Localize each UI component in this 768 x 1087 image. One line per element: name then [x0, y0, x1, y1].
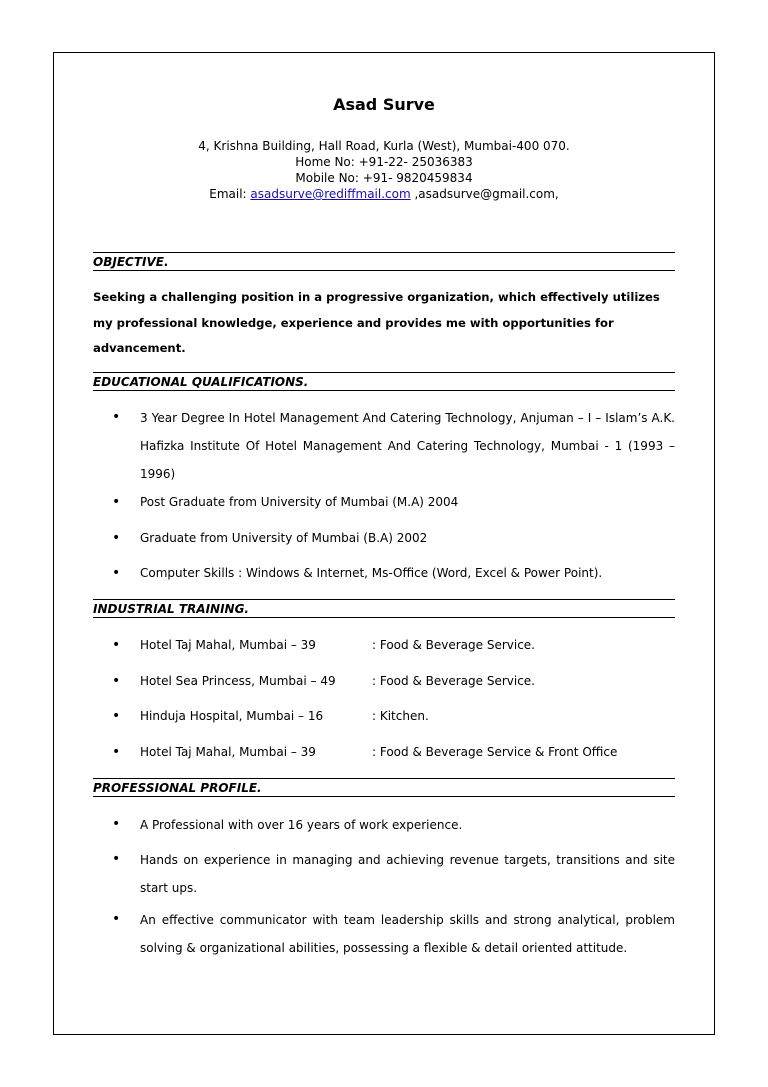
profile-heading: PROFESSIONAL PROFILE. — [93, 778, 675, 797]
education-item: Graduate from University of Mumbai (B.A) 2002 — [140, 531, 428, 545]
home-phone: Home No: +91-22- 25036383 — [295, 155, 473, 169]
training-heading: INDUSTRIAL TRAINING. — [93, 599, 675, 618]
bullet: • — [112, 911, 121, 927]
training-area: : Food & Beverage Service. — [372, 638, 535, 652]
profile-item: A Professional with over 16 years of work experience. — [140, 818, 463, 832]
training-place: Hotel Taj Mahal, Mumbai – 39 — [140, 638, 316, 652]
bullet: • — [112, 744, 121, 760]
objective-text: Seeking a challenging position in a progressive organization, which effectively utilizes my professional knowledge, experience and provides me with opportunities for advancement. — [93, 290, 660, 355]
bullet: • — [112, 409, 121, 425]
profile-item: Hands on experience in managing and achieving revenue targets, transitions and site start ups. — [140, 853, 675, 895]
bullet: • — [112, 494, 121, 510]
training-place: Hinduja Hospital, Mumbai – 16 — [140, 709, 324, 723]
profile-item: An effective communicator with team leadership skills and strong analytical, problem solving & organizational abilities, possessing a flexible & detail oriented attitude. — [140, 913, 675, 955]
email-link[interactable]: asadsurve@rediffmail.com — [250, 187, 411, 201]
email-prefix: Email: — [209, 187, 251, 201]
bullet: • — [112, 637, 121, 653]
bullet: • — [112, 530, 121, 546]
training-area: : Food & Beverage Service. — [372, 674, 535, 688]
address: 4, Krishna Building, Hall Road, Kurla (West), Mumbai-400 070. — [198, 139, 570, 153]
bullet: • — [112, 673, 121, 689]
training-area: : Food & Beverage Service & Front Office — [372, 745, 618, 759]
email-line — [93, 186, 675, 202]
education-item: 3 Year Degree In Hotel Management And Catering Technology, Anjuman – I – Islam’s A.K. Hafizka Institute Of Hotel Management And Catering Technology, Mumbai - 1 (1993 – 1996) — [140, 411, 675, 481]
objective-heading: OBJECTIVE. — [93, 252, 675, 271]
bullet: • — [112, 708, 121, 724]
bullet: • — [112, 851, 121, 867]
email-suffix: ,asadsurve@gmail.com, — [410, 187, 559, 201]
mobile-phone: Mobile No: +91- 9820459834 — [295, 171, 473, 185]
training-place: Hotel Taj Mahal, Mumbai – 39 — [140, 745, 316, 759]
candidate-name: Asad Surve — [333, 95, 435, 114]
training-place: Hotel Sea Princess, Mumbai – 49 — [140, 674, 336, 688]
training-area: : Kitchen. — [372, 709, 429, 723]
bullet: • — [112, 565, 121, 581]
education-item: Computer Skills : Windows & Internet, Ms-Office (Word, Excel & Power Point). — [140, 566, 603, 580]
education-item: Post Graduate from University of Mumbai (M.A) 2004 — [140, 495, 459, 509]
bullet: • — [112, 816, 121, 832]
education-heading: EDUCATIONAL QUALIFICATIONS. — [93, 372, 675, 391]
